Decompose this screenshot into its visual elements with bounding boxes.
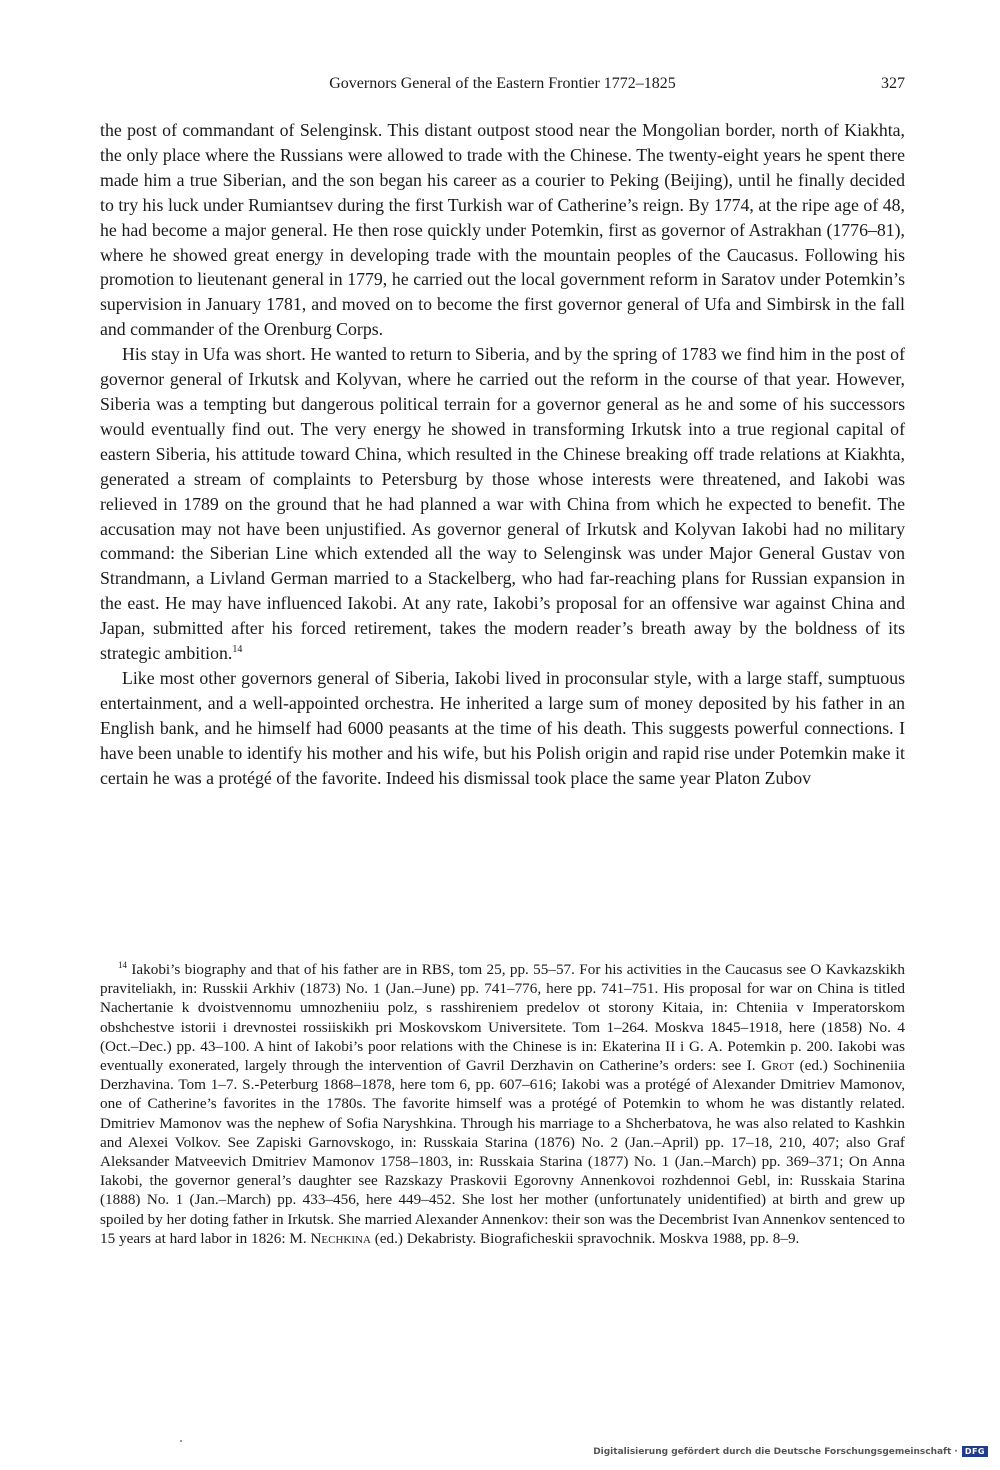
running-head xyxy=(100,75,905,99)
credit-text: Digitalisierung gefördert durch die Deutsche Forschungsgemeinschaft · xyxy=(593,1446,958,1457)
running-title: Governors General of the Eastern Frontier 1772–1825 xyxy=(329,75,676,92)
footnote-text-part1: Iakobi’s biography and that of his father are in RBS, tom 25, pp. 55–57. For his activities in the Caucasus see O Kavkazskikh praviteliakh, in: Russkii Arkhiv (1873) No. 1 (Jan.–June) pp. 741–776, here pp. 741–751. His proposal for war on China is titled Nachertanie k dvoistvennomu umnozheniiu polz, s rasshireniem predelov ot storony Kitaia, in: Chteniia v Imperatorskom obshchestve istorii i drevnostei rossiiskikh pri Moskovskom Universitete. Tom 1–264. Moskva 1845–1918, here (1858) No. 4 (Oct.–Dec.) pp. 43–100. A hint of Iakobi’s poor relations with the Chinese is in: Ekaterina II i G. A. Potemkin p. 200. Iakobi was eventually exonerated, largely through the intervention of Gavril Derzhavin on Catherine’s orders: see I. xyxy=(100,961,905,1075)
footnote-marker: 14 xyxy=(118,960,127,970)
footnotes xyxy=(100,960,905,1248)
footnote-14 xyxy=(100,960,905,1248)
footnote-author-grot: Grot xyxy=(761,1057,795,1075)
paragraph-1: the post of commandant of Selenginsk. This distant outpost stood near the Mongolian border, north of Kiakhta, the only place where the Russians were allowed to trade with the Chinese. The twenty-eight years he spent there made him a true Siberian, and the son began his career as a courier to Peking (Beijing), until he finally decided to try his luck under Rumiantsev during the first Turkish war of Catherine’s reign. By 1774, at the ripe age of 48, he had become a major general. He then rose quickly under Potemkin, first as governor of Astrakhan (1776–81), where he showed great energy in developing trade with the mountain peoples of the Caucasus. Following his promotion to lieutenant general in 1779, he carried out the local government reform in Saratov under Potemkin’s supervision in January 1781, and moved on to become the first governor general of Ufa and Simbirsk in the fall and commander of the Orenburg Corps. xyxy=(100,120,905,340)
footnote-text-part3: (ed.) Dekabristy. Biograficheskii spravochnik. Moskva 1988, pp. 8–9. xyxy=(374,1229,800,1247)
body-text xyxy=(100,118,905,790)
scan-speck xyxy=(180,1440,182,1442)
page-number: 327 xyxy=(881,75,905,92)
paragraph-2-text: His stay in Ufa was short. He wanted to return to Siberia, and by the spring of 1783 we find him in the post of governor general of Irkutsk and Kolyvan, where he carried out the reform in the course of that year. However, Siberia was a tempting but dangerous political terrain for a governor general as he and some of his successors would eventually find out. The very energy he showed in transforming Irkutsk into a true regional capital of eastern Siberia, his attitude toward China, which resulted in the Chinese breaking off trade relations at Kiakhta, generated a stream of complaints to Petersburg by those whose interests were threatened, and Iakobi was relieved in 1789 on the ground that he had planned a war with China from which he expected to benefit. The accusation may not have been unjustified. As governor general of Irkutsk and Kolyvan Iakobi had no military command: the Siberian Line which extended all the way to Selenginsk was under Major General Gustav von Strandmann, a Livland German married to a Stackelberg, who had far-reaching plans for Russian expansion in the east. He may have influenced Iakobi. At any rate, Iakobi’s proposal for an offensive war against China and Japan, submitted after his forced retirement, takes the modern reader’s breath away by the boldness of its strategic ambition. xyxy=(100,344,905,664)
paragraph-2 xyxy=(100,342,905,666)
footnote-author-nechkina: Nechkina xyxy=(310,1229,371,1247)
footnote-text-part2: (ed.) Sochineniia Derzhavina. Tom 1–7. S.-Peterburg 1868–1878, here tom 6, pp. 607–616; Iakobi was a protégé of Alexander Dmitriev Mamonov, one of Catherine’s favorites in the 1780s. The favorite himself was a protégé of Potemkin to whom he was distantly related. Dmitriev Mamonov was the nephew of Sofia Naryshkina. Through his marriage to a Shcherbatova, he was also related to Kashkin and Alexei Volkov. See Zapiski Garnovskogo, in: Russkaia Starina (1876) No. 2 (Jan.–April) pp. 17–18, 210, 407; also Graf Aleksander Matveevich Dmitriev Mamonov 1758–1803, in: Russkaia Starina (1877) No. 1 (Jan.–March) pp. 369–371; On Anna Iakobi, the governor general’s daughter see Razskazy Praskovii Egorovny Annenkovoi rozhdennoi Gebl, in: Russkaia Starina (1888) No. 1 (Jan.–March) pp. 433–456, here 449–452. She lost her mother (unfortunately unidentified) at birth and grew up spoiled by her doting father in Irkutsk. She married Alexander Annenkov: their son was the Decembrist Ivan Annenkov sentenced to 15 years at hard labor in 1826: M. xyxy=(100,1057,906,1247)
digitization-credit xyxy=(593,1446,988,1457)
paragraph-3: Like most other governors general of Siberia, Iakobi lived in proconsular style, with a large staff, sumptuous entertainment, and a well-appointed orchestra. He inherited a large sum of money deposited by his father in an English bank, and he himself had 6000 peasants at the time of his death. This suggests powerful connections. I have been unable to identify his mother and his wife, but his Polish origin and rapid rise under Potemkin make it certain he was a protégé of the favorite. Indeed his dismissal took place the same year Platon Zubov xyxy=(100,667,905,788)
footnote-reference: 14 xyxy=(232,644,243,656)
dfg-logo-icon: DFG xyxy=(962,1446,988,1457)
